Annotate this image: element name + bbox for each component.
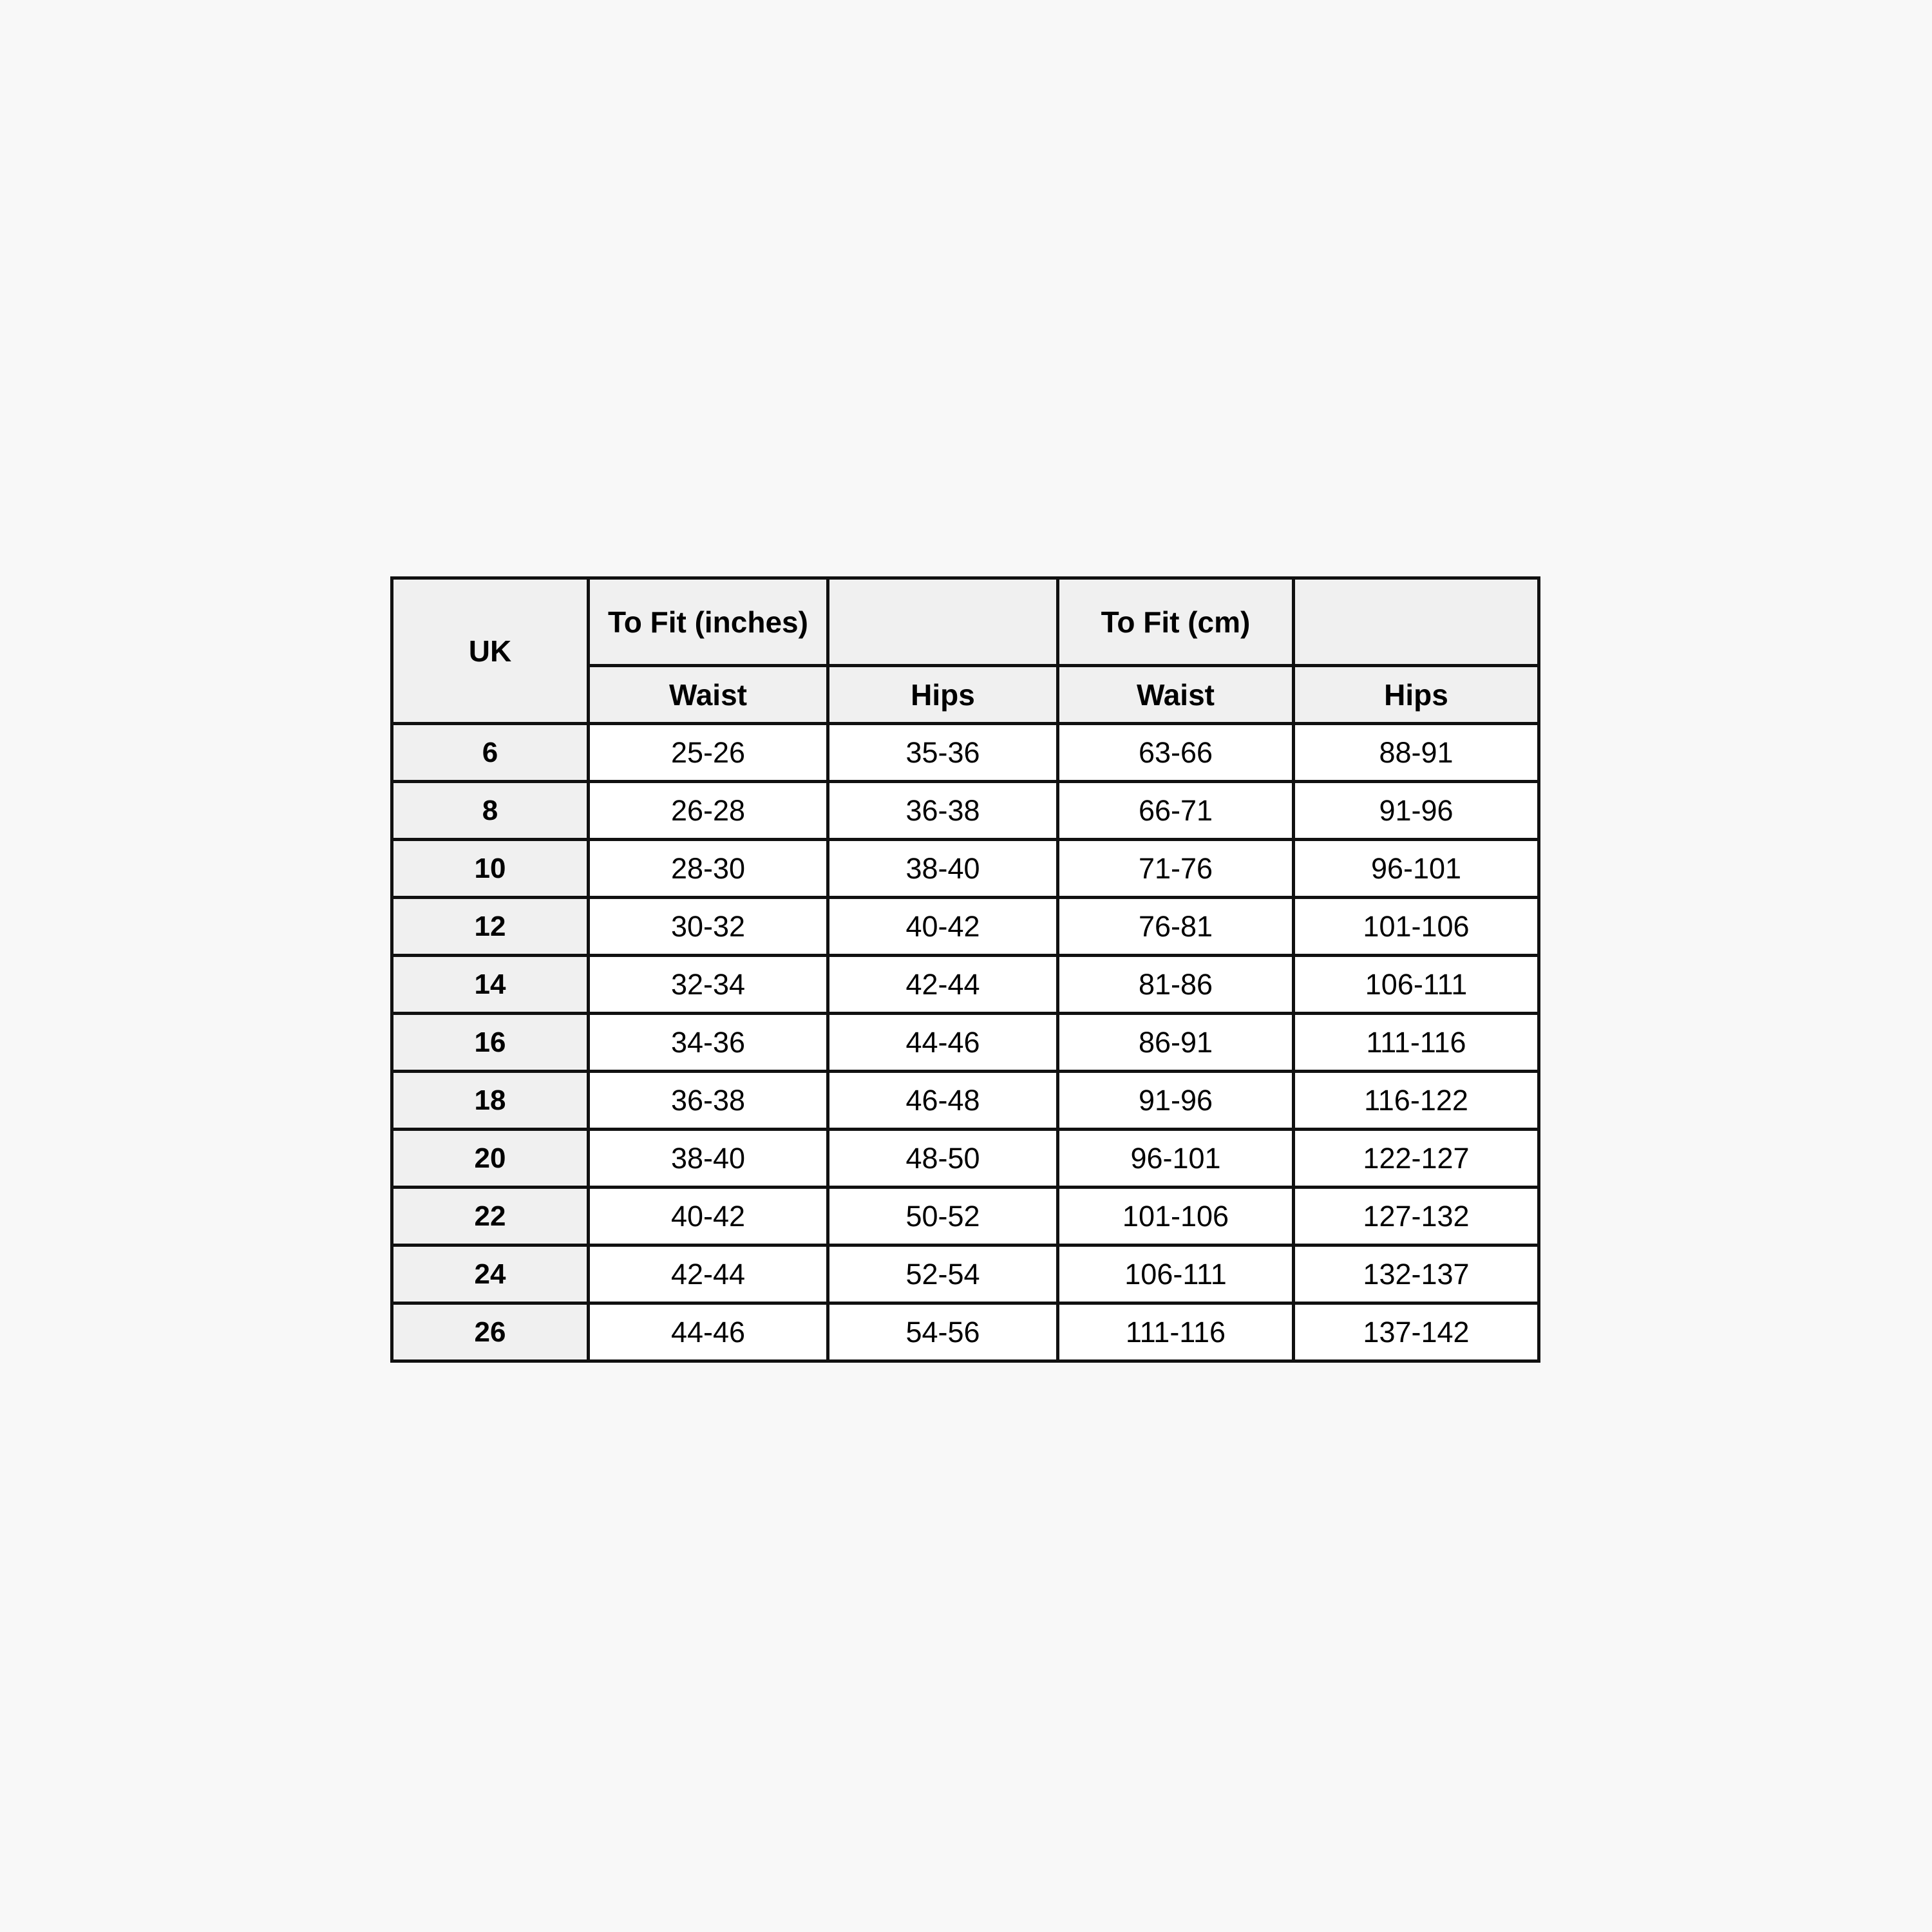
table-row [392,1072,1539,1130]
size-cell: 24 [392,1245,589,1303]
inches-hips-cell: 42-44 [828,956,1058,1014]
size-cell: 10 [392,840,589,898]
cm-waist-cell: 96-101 [1058,1130,1294,1188]
cm-waist-cell: 106-111 [1058,1245,1294,1303]
inches-waist-cell: 44-46 [589,1303,828,1361]
cm-hips-cell: 91-96 [1294,782,1539,840]
table-row [392,1245,1539,1303]
cm-hips-header: Hips [1294,666,1539,724]
table-row [392,724,1539,782]
cm-hips-cell: 88-91 [1294,724,1539,782]
table-row [392,1014,1539,1072]
inches-waist-cell: 34-36 [589,1014,828,1072]
inches-hips-cell: 48-50 [828,1130,1058,1188]
cm-waist-cell: 101-106 [1058,1188,1294,1245]
size-cell: 20 [392,1130,589,1188]
inches-waist-cell: 36-38 [589,1072,828,1130]
to-fit-inches-header: To Fit (inches) [589,578,828,666]
table-row [392,1303,1539,1361]
cm-waist-cell: 81-86 [1058,956,1294,1014]
inches-waist-cell: 32-34 [589,956,828,1014]
size-cell: 18 [392,1072,589,1130]
cm-hips-cell: 137-142 [1294,1303,1539,1361]
size-cell: 16 [392,1014,589,1072]
inches-waist-cell: 40-42 [589,1188,828,1245]
inches-hips-cell: 44-46 [828,1014,1058,1072]
size-cell: 26 [392,1303,589,1361]
cm-waist-cell: 111-116 [1058,1303,1294,1361]
size-cell: 8 [392,782,589,840]
inches-hips-header: Hips [828,666,1058,724]
cm-hips-cell: 106-111 [1294,956,1539,1014]
cm-hips-cell: 122-127 [1294,1130,1539,1188]
empty-header-cell-cm [1294,578,1539,666]
empty-header-cell-inches [828,578,1058,666]
table-row [392,782,1539,840]
cm-waist-cell: 91-96 [1058,1072,1294,1130]
cm-hips-cell: 101-106 [1294,898,1539,956]
inches-hips-cell: 40-42 [828,898,1058,956]
inches-waist-cell: 30-32 [589,898,828,956]
cm-waist-cell: 71-76 [1058,840,1294,898]
inches-waist-cell: 26-28 [589,782,828,840]
size-cell: 14 [392,956,589,1014]
cm-waist-cell: 76-81 [1058,898,1294,956]
cm-waist-cell: 86-91 [1058,1014,1294,1072]
size-cell: 12 [392,898,589,956]
table-row [392,956,1539,1014]
uk-size-header: UK [392,578,589,724]
inches-hips-cell: 50-52 [828,1188,1058,1245]
table-row [392,840,1539,898]
size-chart-table [390,576,1540,1363]
inches-hips-cell: 52-54 [828,1245,1058,1303]
inches-waist-cell: 28-30 [589,840,828,898]
inches-waist-header: Waist [589,666,828,724]
header-row-group [392,578,1539,666]
cm-hips-cell: 132-137 [1294,1245,1539,1303]
inches-hips-cell: 36-38 [828,782,1058,840]
inches-hips-cell: 38-40 [828,840,1058,898]
inches-hips-cell: 46-48 [828,1072,1058,1130]
cm-waist-cell: 63-66 [1058,724,1294,782]
table-row [392,898,1539,956]
cm-hips-cell: 111-116 [1294,1014,1539,1072]
cm-waist-header: Waist [1058,666,1294,724]
inches-waist-cell: 25-26 [589,724,828,782]
table-row [392,1130,1539,1188]
cm-hips-cell: 96-101 [1294,840,1539,898]
inches-hips-cell: 35-36 [828,724,1058,782]
size-cell: 6 [392,724,589,782]
inches-waist-cell: 38-40 [589,1130,828,1188]
cm-waist-cell: 66-71 [1058,782,1294,840]
inches-hips-cell: 54-56 [828,1303,1058,1361]
size-cell: 22 [392,1188,589,1245]
to-fit-cm-header: To Fit (cm) [1058,578,1294,666]
table-row [392,1188,1539,1245]
cm-hips-cell: 116-122 [1294,1072,1539,1130]
cm-hips-cell: 127-132 [1294,1188,1539,1245]
inches-waist-cell: 42-44 [589,1245,828,1303]
